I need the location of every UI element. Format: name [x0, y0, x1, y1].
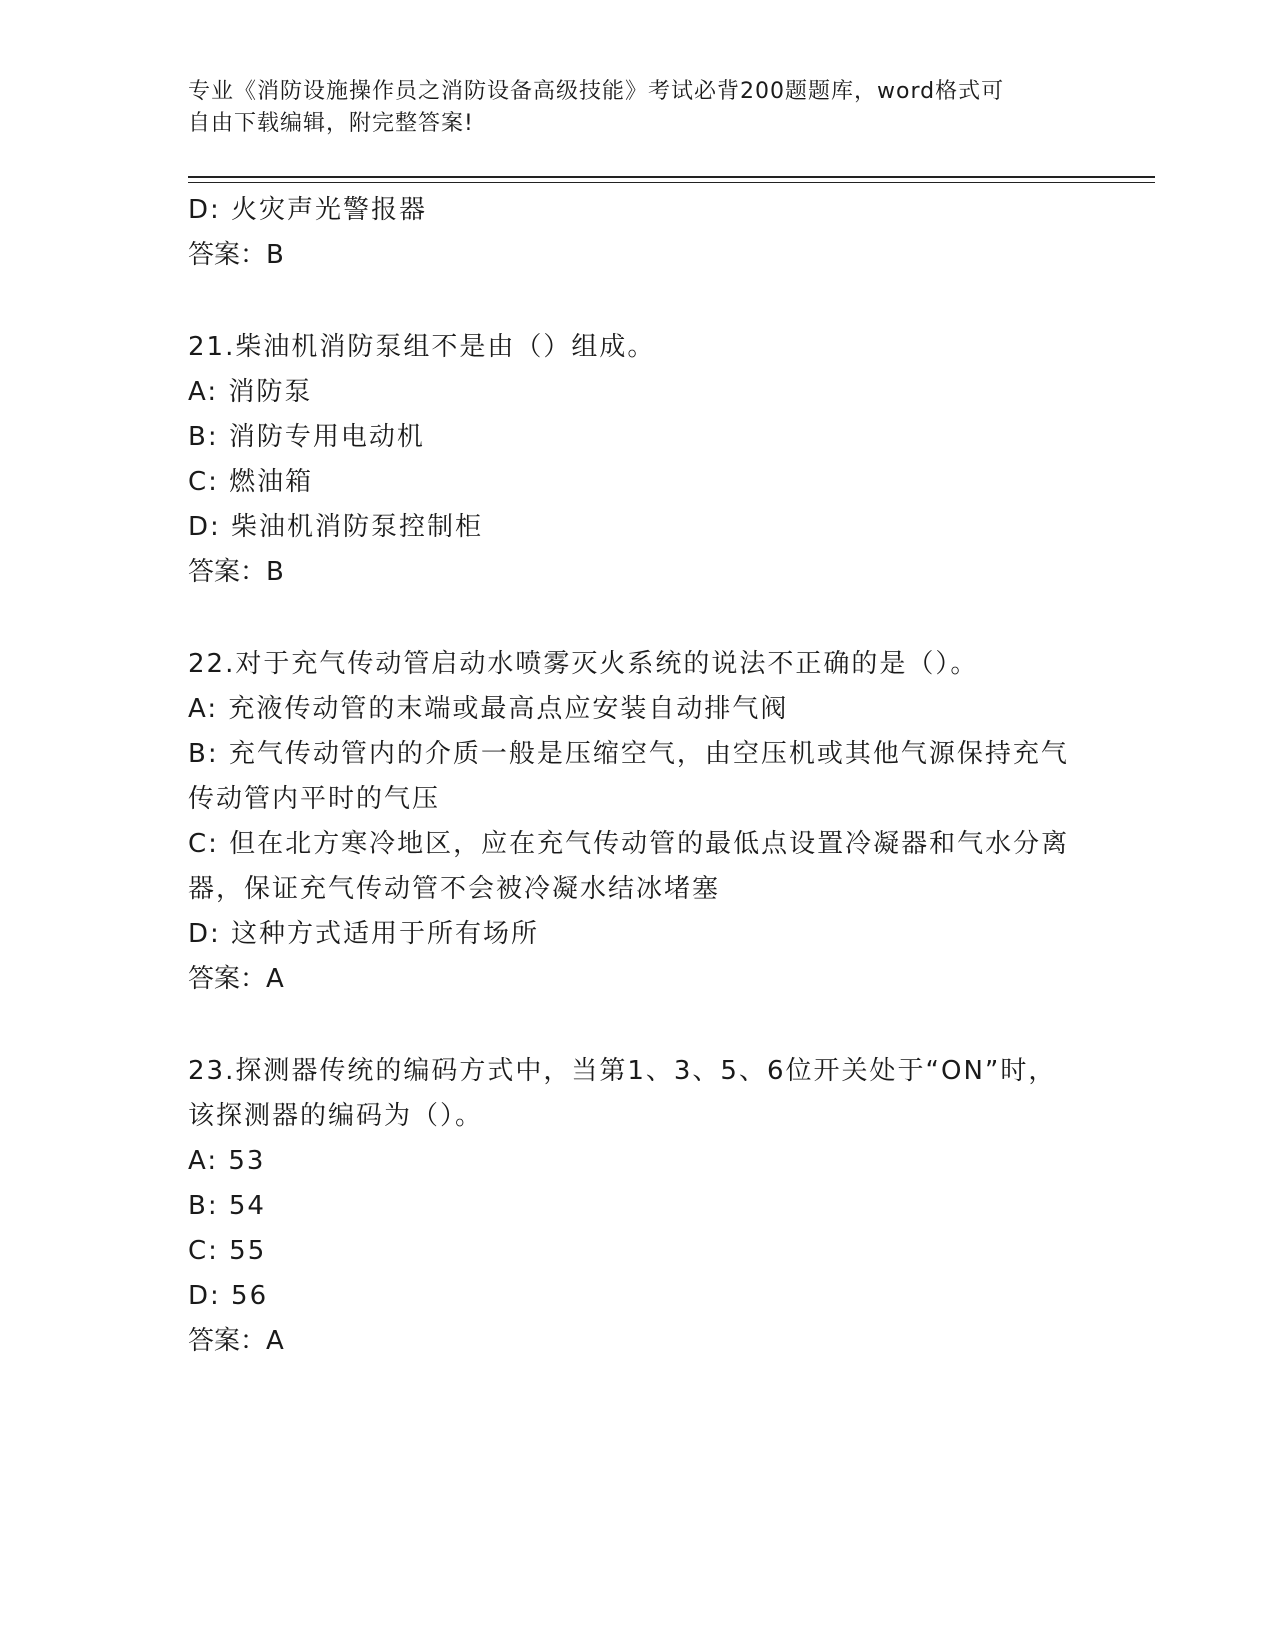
option-c: C: 燃油箱: [188, 467, 314, 497]
answer-line: 答案：A: [188, 964, 284, 994]
option-d: D: 柴油机消防泵控制柜: [188, 512, 484, 542]
answer-line: 答案：B: [188, 557, 284, 587]
option-b: B: 消防专用电动机: [188, 422, 425, 452]
option-a: A: 充液传动管的末端或最高点应安装自动排气阀: [188, 694, 789, 724]
document-header: [188, 76, 1068, 140]
answer-line: 答案：B: [188, 240, 284, 270]
previous-question-tail: [188, 188, 1078, 278]
option-b: B: 充气传动管内的介质一般是压缩空气，由空压机或其他气源保持充气传动管内平时的气压: [188, 739, 1069, 814]
question-content: [188, 188, 1078, 1364]
question-23: [188, 1049, 1078, 1364]
question-stem: 22.对于充气传动管启动水喷雾灭火系统的说法不正确的是（）。: [188, 649, 979, 679]
question-stem: 23.探测器传统的编码方式中，当第1、3、5、6位开关处于“ON”时，该探测器的编码为（）。: [188, 1056, 1057, 1131]
header-divider-thin: [188, 182, 1155, 183]
question-22: [188, 642, 1078, 1002]
option-d: D: 火灾声光警报器: [188, 195, 428, 225]
option-c: C: 但在北方寒冷地区，应在充气传动管的最低点设置冷凝器和气水分离器，保证充气传动管不会被冷凝水结冰堵塞: [188, 829, 1070, 904]
option-a: A: 消防泵: [188, 377, 313, 407]
question-21: [188, 325, 1078, 595]
option-c: C: 55: [188, 1236, 267, 1266]
header-title-line2: 自由下载编辑，附完整答案!: [188, 111, 474, 136]
option-d: D: 56: [188, 1281, 269, 1311]
option-d: D: 这种方式适用于所有场所: [188, 919, 540, 949]
header-divider-thick: [188, 176, 1155, 178]
option-b: B: 54: [188, 1191, 266, 1221]
answer-line: 答案：A: [188, 1326, 284, 1356]
option-a: A: 53: [188, 1146, 266, 1176]
question-stem: 21.柴油机消防泵组不是由（）组成。: [188, 332, 656, 362]
header-title-line1: 专业《消防设施操作员之消防设备高级技能》考试必背200题题库，word格式可: [188, 79, 1005, 104]
